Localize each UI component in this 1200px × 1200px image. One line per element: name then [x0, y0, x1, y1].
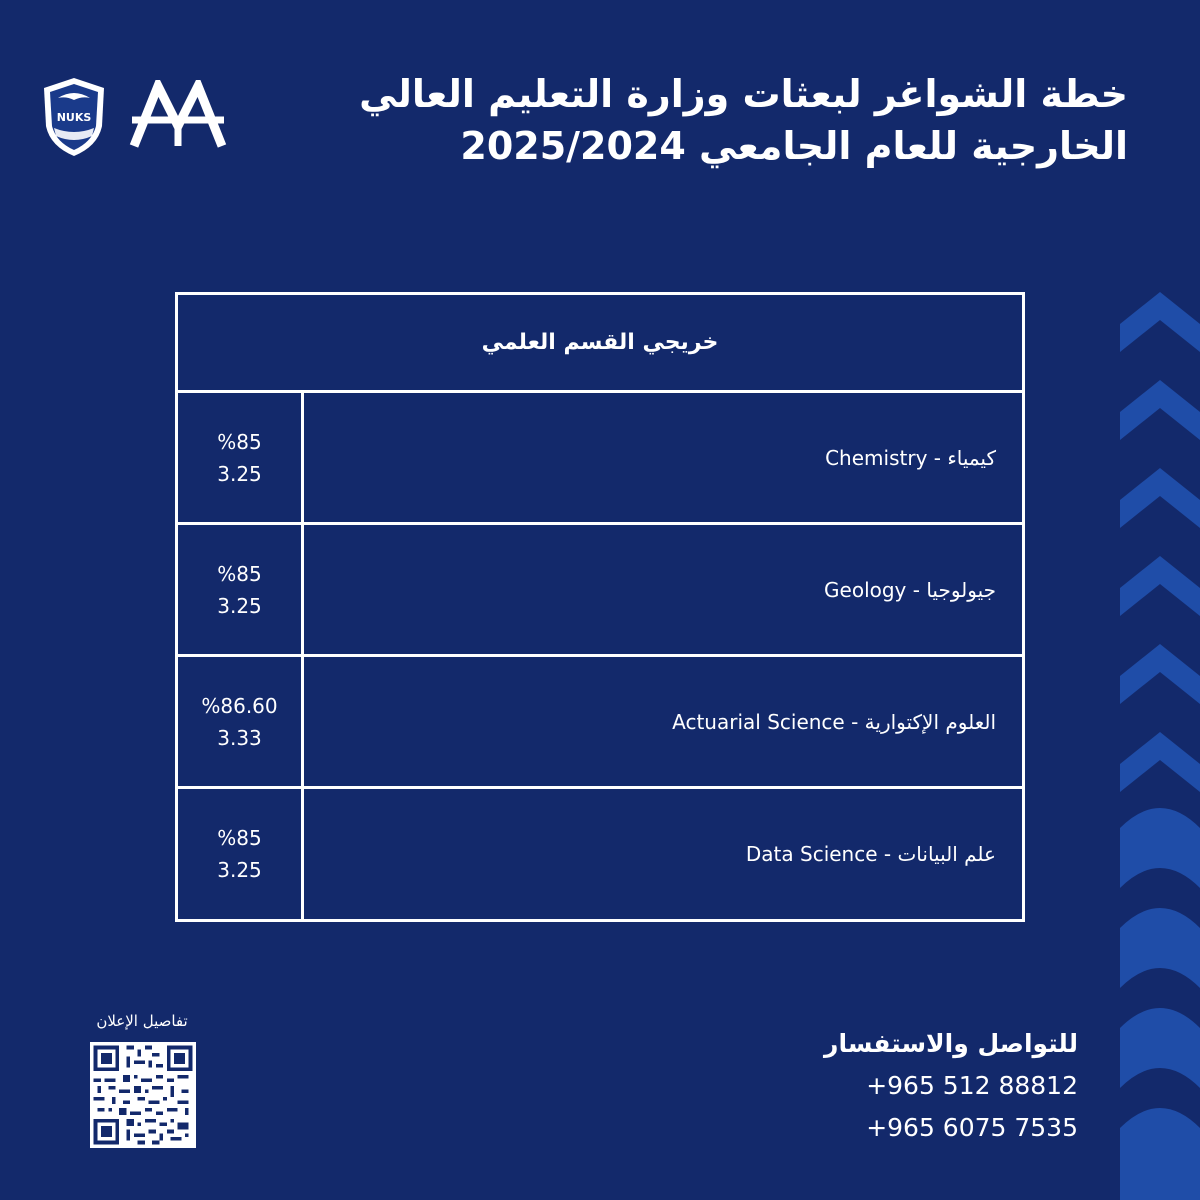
major-cell — [304, 525, 1022, 654]
min-gpa: 3.25 — [217, 461, 262, 486]
major-name: جيولوجيا - Geology — [824, 577, 996, 602]
phone-number[interactable]: +965 512 88812 — [866, 1071, 1078, 1100]
min-gpa: 3.25 — [217, 858, 262, 882]
chevron-decoration — [1120, 288, 1200, 1200]
table-row — [178, 789, 1022, 919]
qr-code-icon[interactable] — [90, 1042, 196, 1148]
title-line-1: خطة الشواغر لبعثات وزارة التعليم العالي — [359, 72, 1128, 116]
vacancies-table — [175, 292, 1025, 922]
score-cell — [178, 525, 304, 654]
title-line-2: الخارجية للعام الجامعي 2025/2024 — [460, 124, 1128, 168]
table-row — [178, 525, 1022, 657]
min-percent: %85 — [217, 826, 262, 850]
major-cell — [304, 657, 1022, 786]
table-header: خريجي القسم العلمي — [178, 295, 1022, 393]
page-title — [359, 68, 1128, 172]
nuks-shield-logo — [40, 76, 108, 158]
monogram-logo — [128, 80, 228, 150]
min-gpa: 3.25 — [217, 593, 262, 618]
major-name: العلوم الإكتوارية - Actuarial Science — [672, 709, 996, 734]
phone-number[interactable]: +965 6075 7535 — [866, 1113, 1078, 1142]
min-gpa: 3.33 — [217, 725, 262, 750]
shield-text: NUKS — [56, 111, 92, 124]
major-cell — [304, 393, 1022, 522]
min-percent: %85 — [217, 561, 262, 586]
score-cell — [178, 657, 304, 786]
min-percent: %86.60 — [201, 693, 278, 718]
contact-heading: للتواصل والاستفسار — [824, 1029, 1078, 1058]
table-row — [178, 657, 1022, 789]
major-name: علم البيانات - Data Science — [745, 842, 996, 866]
score-cell — [178, 393, 304, 522]
contact-block — [678, 1024, 1078, 1148]
table-row — [178, 393, 1022, 525]
major-name: كيمياء - Chemistry — [825, 445, 996, 470]
major-cell — [304, 789, 1022, 919]
score-cell — [178, 789, 304, 919]
min-percent: %85 — [217, 429, 262, 454]
qr-label: تفاصيل الإعلان — [96, 1012, 188, 1030]
